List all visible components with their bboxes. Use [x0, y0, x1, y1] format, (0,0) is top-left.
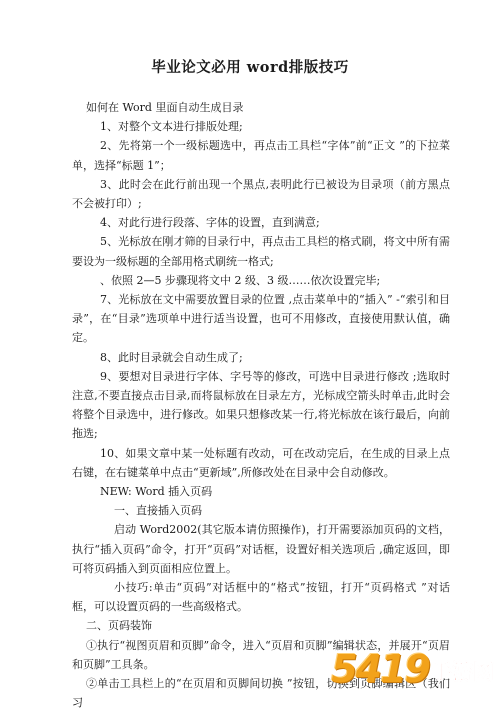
paragraph: 7、光标放在文中需要放置目录的位置 ,点击菜单中的“插入” -“索引和目录”，在“目录”选项单中进行适当设置，也可不用修改，直接使用默认值，确定。 [72, 293, 450, 345]
paragraph: 启动 Word2002(其它版本请仿照操作)，打开需要添加页码的文档，执行“插入页码”命令，打开“页码”对话框，设置好相关选项后 ,确定返回，即可将页码插入到页面相应位置上。 [72, 523, 450, 575]
paragraph: 3、此时会在此行前出现一个黑点,表明此行已被设为目录项（前方黑点不会被打印）; [72, 177, 450, 211]
paragraph: 1、对整个文本进行排版处理; [100, 120, 243, 134]
paragraph: 8、此时目录就会自动生成了; [100, 350, 243, 364]
watermark-text: 手游网 [431, 660, 494, 684]
paragraph: NEW: Word 插入页码 [100, 485, 213, 499]
document-title: 毕业论文必用 word排版技巧 [151, 59, 349, 76]
paragraph: 5、光标放在刚才筛的目录行中，再点击工具栏的格式刷，将文中所有需要设为一级标题的全部用格式刷统一格式; [72, 235, 450, 268]
paragraph: 如何在 Word 里面自动生成目录 [86, 101, 244, 114]
watermark [331, 647, 494, 691]
paragraph: 、依照 2—5 步骤现将文中 2 级、3 级……依次设置完毕; [100, 273, 381, 287]
paragraph: 二、页码装饰 [86, 619, 152, 633]
watermark-logo: 5419 [331, 647, 429, 691]
paragraph: 小技巧:单击“页码”对话框中的“格式”按钮，打开“页码格式 ”对话框，可以设置页码的一些高级格式。 [72, 581, 450, 614]
paragraph: 10、如果文章中某一处标题有改动，可在改动完后，在生成的目录上点右键，在右键菜单中点击“更新域”,所修改处在目录中会自动修改。 [72, 446, 450, 479]
paragraph: 一、直接插入页码 [114, 504, 202, 518]
paragraph: 2、先将第一个一级标题选中，再点击工具栏“字体”前“正文 ”的下拉菜单，选择“标题 1”； [72, 139, 450, 172]
paragraph: ①执行“视图页眉和页脚”命令，进入“页眉和页脚”编辑状态，并展开“页眉和页脚”工具条。 [72, 638, 450, 671]
paragraph: ②单击工具栏上的“在页眉和页脚间切换 ”按钮，切换到页脚编辑区（我们习 [72, 677, 450, 710]
paragraph: 9、要想对目录进行字体、字号等的修改，可选中目录进行修改 ;选取时注意,不要直接点击目录,而将鼠标放在目录左方，光标成空箭头时单击,此时会将整个目录选中，进行修改。如果只想修改某一行,将光标放在该行最后，向前拖选; [72, 369, 450, 441]
paragraph: 4、对此行进行段落、字体的设置，直到满意; [100, 216, 320, 230]
document-body [72, 98, 450, 713]
